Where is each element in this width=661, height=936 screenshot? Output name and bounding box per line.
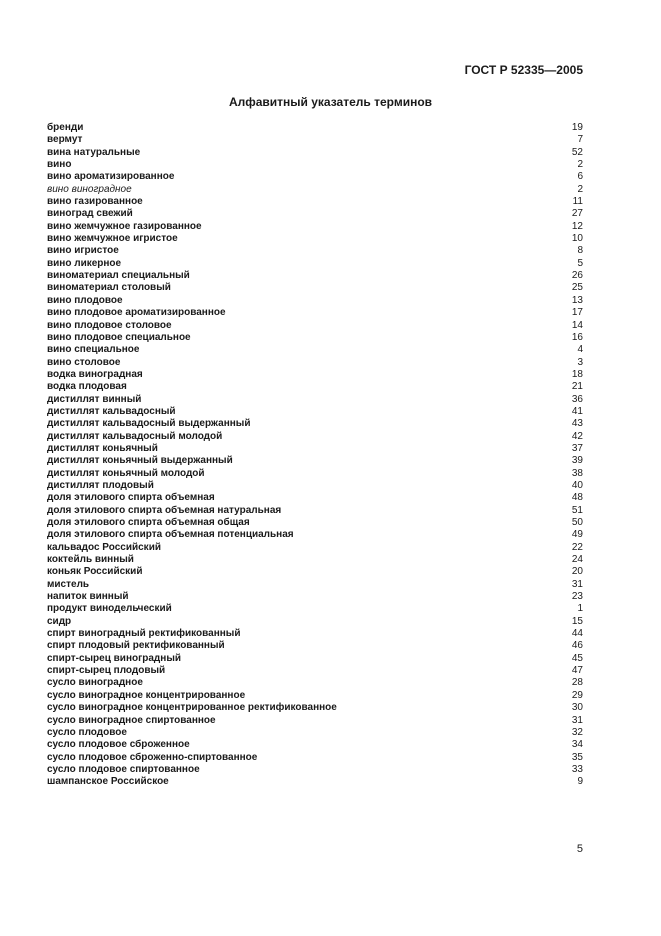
term-entry (47, 258, 583, 270)
term-text: сусло плодовое сброженное (47, 739, 190, 751)
term-page-ref: 40 (571, 479, 583, 491)
term-page-ref: 27 (571, 208, 583, 220)
term-entry (47, 282, 583, 294)
term-page-ref: 25 (571, 282, 583, 294)
term-page-ref: 36 (571, 393, 583, 405)
term-page-ref: 3 (577, 356, 583, 368)
term-entry (47, 628, 583, 640)
term-page-ref: 49 (571, 529, 583, 541)
term-page-ref: 46 (571, 640, 583, 652)
term-text: бренди (47, 122, 84, 133)
index-title: Алфавитный указатель терминов (228, 95, 433, 109)
term-page-ref: 30 (571, 702, 583, 714)
term-page-ref: 50 (571, 517, 583, 528)
term-page-ref: 37 (571, 442, 583, 454)
term-page-ref: 15 (571, 615, 583, 627)
term-text: виноград свежий (47, 208, 133, 220)
term-text: вино плодовое (47, 294, 123, 306)
term-page-ref: 32 (571, 726, 583, 738)
term-page-ref: 12 (571, 220, 583, 232)
term-entry (47, 542, 583, 554)
term-text: виноматериал столовый (47, 282, 171, 294)
term-entry (47, 122, 583, 134)
term-page-ref: 42 (571, 430, 583, 442)
term-entry (47, 270, 583, 282)
term-text: сидр (47, 615, 72, 627)
term-entry (47, 233, 583, 245)
term-text: вино плодовое ароматизированное (47, 307, 226, 319)
term-text: водка плодовая (47, 381, 127, 393)
term-text: сусло виноградное спиртованное (47, 714, 216, 726)
term-text: кальвадос Российский (47, 541, 161, 553)
term-page-ref: 20 (571, 566, 583, 578)
term-text: дистиллят кальвадосный молодой (47, 430, 223, 442)
term-page-ref: 38 (571, 467, 583, 479)
term-entry (47, 480, 583, 492)
term-text: доля этилового спирта объемная (47, 492, 215, 504)
term-entry (47, 665, 583, 677)
term-text: доля этилового спирта объемная натуральная (47, 504, 282, 516)
term-page-ref: 13 (571, 294, 583, 306)
term-text: дистиллят плодовый (47, 479, 154, 491)
term-entry (47, 554, 583, 566)
term-text: вермут (47, 134, 83, 146)
term-text: коктейль винный (47, 554, 134, 566)
term-text: продукт винодельческий (47, 603, 172, 615)
term-entry (47, 344, 583, 356)
term-text: водка виноградная (47, 368, 143, 380)
term-text: вино жемчужное игристое (47, 233, 178, 245)
term-entry (47, 147, 583, 159)
term-page-ref: 45 (571, 652, 583, 664)
term-entry (47, 394, 583, 406)
term-entry (47, 245, 583, 257)
term-text: сусло плодовое спиртованное (47, 763, 200, 775)
term-page-ref: 23 (571, 591, 583, 603)
term-text: вино плодовое столовое (47, 319, 172, 331)
term-page-ref: 24 (571, 554, 583, 566)
term-page-ref: 4 (577, 344, 583, 356)
term-text: доля этилового спирта объемная общая (47, 517, 250, 528)
term-page-ref: 14 (571, 319, 583, 331)
term-text: вино плодовое специальное (47, 331, 191, 343)
term-entry (47, 702, 583, 714)
term-entry (47, 196, 583, 208)
term-entry (47, 369, 583, 381)
term-page-ref: 35 (571, 751, 583, 763)
term-page-ref: 2 (577, 183, 583, 195)
term-page-ref: 44 (571, 628, 583, 640)
term-entry (47, 455, 583, 467)
term-entry (47, 566, 583, 578)
term-entry (47, 739, 583, 751)
term-page-ref: 43 (571, 418, 583, 430)
term-page-ref: 11 (572, 196, 583, 208)
term-text: спирт плодовый ректификованный (47, 640, 225, 652)
term-text: вино (47, 159, 72, 171)
term-entry (47, 307, 583, 319)
term-text: спирт-сырец плодовый (47, 665, 166, 677)
term-entry (47, 517, 583, 529)
term-page-ref: 51 (571, 504, 583, 516)
term-entry (47, 529, 583, 541)
term-text: виноматериал специальный (47, 270, 190, 282)
term-page-ref: 41 (571, 405, 583, 417)
term-entry (47, 715, 583, 727)
term-entry (47, 640, 583, 652)
term-text: вино ароматизированное (47, 171, 175, 183)
term-entry (47, 616, 583, 628)
term-entry (47, 591, 583, 603)
term-entry (47, 727, 583, 739)
term-page-ref: 9 (577, 776, 583, 788)
term-entry (47, 171, 583, 183)
term-page-ref: 8 (577, 245, 583, 257)
term-text: сусло плодовое (47, 726, 127, 738)
term-page-ref: 31 (571, 578, 583, 590)
term-entry (47, 332, 583, 344)
term-page-ref: 39 (571, 455, 583, 467)
term-text: вино ликерное (47, 257, 122, 269)
term-text: дистиллят коньячный молодой (47, 467, 205, 479)
term-page-ref: 5 (577, 257, 583, 269)
term-text: сусло виноградное (47, 677, 143, 689)
term-page-ref: 1 (577, 603, 583, 615)
term-text: дистиллят кальвадосный выдержанный (47, 418, 251, 430)
document-code: ГОСТ Р 52335—2005 (464, 63, 583, 77)
term-entry (47, 764, 583, 776)
term-page-ref: 28 (571, 677, 583, 689)
term-index-list (47, 122, 583, 789)
term-page-ref: 31 (571, 714, 583, 726)
term-entry (47, 295, 583, 307)
page-number: 5 (576, 843, 583, 855)
term-entry (47, 603, 583, 615)
term-entry (47, 690, 583, 702)
term-text: спирт-сырец виноградный (47, 652, 182, 664)
term-text: напиток винный (47, 591, 129, 603)
term-entry (47, 431, 583, 443)
term-text: вино газированное (47, 196, 143, 208)
term-text: вина натуральные (47, 146, 141, 158)
term-entry (47, 492, 583, 504)
term-text: вино игристое (47, 245, 119, 257)
term-page-ref: 18 (571, 368, 583, 380)
term-text: спирт виноградный ректификованный (47, 628, 241, 640)
term-text: доля этилового спирта объемная потенциальная (47, 529, 294, 541)
term-entry (47, 184, 583, 196)
term-entry (47, 208, 583, 220)
term-page-ref: 52 (571, 146, 583, 158)
term-entry (47, 134, 583, 146)
term-page-ref: 7 (577, 134, 583, 146)
term-text: сусло виноградное концентрированное ректификованное (47, 702, 337, 714)
term-entry (47, 776, 583, 788)
term-page-ref: 10 (571, 233, 583, 245)
term-text: дистиллят коньячный (47, 442, 158, 454)
term-text: дистиллят кальвадосный (47, 405, 176, 417)
term-entry (47, 381, 583, 393)
term-entry (47, 221, 583, 233)
term-entry (47, 752, 583, 764)
term-text: дистиллят винный (47, 393, 142, 405)
term-page-ref: 48 (571, 492, 583, 504)
term-page-ref: 26 (571, 270, 583, 282)
term-page-ref: 17 (571, 307, 583, 319)
term-entry (47, 579, 583, 591)
term-page-ref: 2 (577, 159, 583, 171)
term-page-ref: 16 (571, 331, 583, 343)
term-page-ref: 19 (571, 122, 583, 133)
term-text: вино виноградное (47, 183, 132, 195)
term-text: сусло плодовое сброженно-спиртованное (47, 751, 258, 763)
term-page-ref: 21 (571, 381, 583, 393)
term-text: дистиллят коньячный выдержанный (47, 455, 233, 467)
term-text: вино жемчужное газированное (47, 220, 202, 232)
term-entry (47, 406, 583, 418)
term-entry (47, 653, 583, 665)
term-entry (47, 468, 583, 480)
term-page-ref: 34 (571, 739, 583, 751)
term-entry (47, 443, 583, 455)
term-page-ref: 29 (571, 689, 583, 701)
term-text: вино специальное (47, 344, 140, 356)
term-entry (47, 357, 583, 369)
term-text: вино столовое (47, 356, 121, 368)
term-page-ref: 33 (571, 763, 583, 775)
term-entry (47, 320, 583, 332)
term-entry (47, 418, 583, 430)
term-page-ref: 6 (577, 171, 583, 183)
term-entry (47, 159, 583, 171)
term-page-ref: 47 (571, 665, 583, 677)
term-text: коньяк Российский (47, 566, 143, 578)
term-text: шампанское Российское (47, 776, 169, 788)
term-entry (47, 505, 583, 517)
term-entry (47, 677, 583, 689)
term-page-ref: 22 (571, 541, 583, 553)
term-text: сусло виноградное концентрированное (47, 689, 246, 701)
term-text: мистель (47, 578, 90, 590)
